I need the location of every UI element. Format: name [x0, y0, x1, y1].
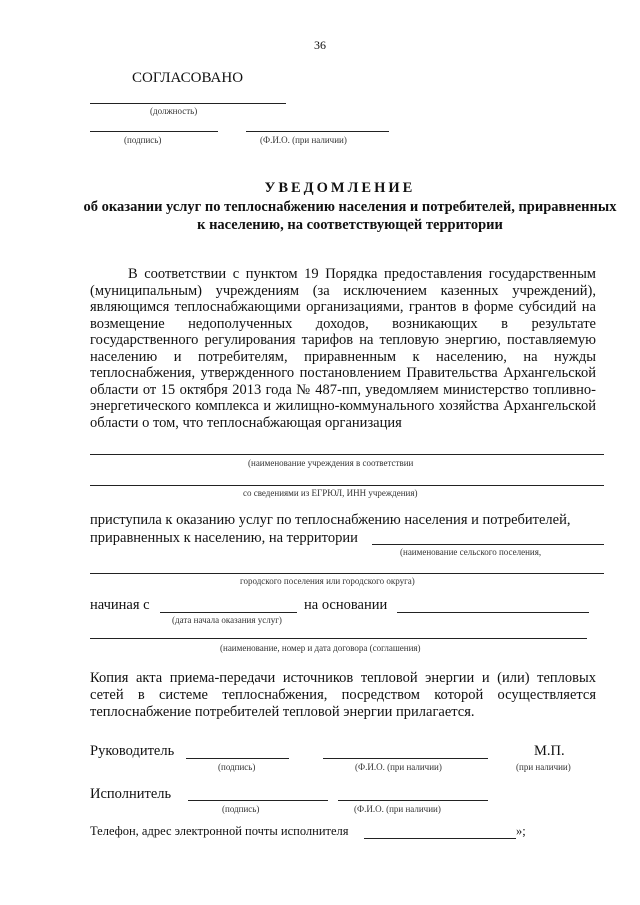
- approval-fio-caption: (Ф.И.О. (при наличии): [260, 135, 347, 145]
- position-caption: (должность): [150, 106, 198, 116]
- approval-heading: СОГЛАСОВАНО: [132, 70, 244, 86]
- approval-signature-line: [90, 131, 218, 132]
- start-date-line: [160, 612, 297, 613]
- start-date-caption: (дата начала оказания услуг): [172, 615, 282, 625]
- territory-line-2: [90, 573, 604, 574]
- territory-caption-2: городского поселения или городского округа): [240, 576, 415, 586]
- territory-line-1: [372, 544, 604, 545]
- executor-signature-caption: (подпись): [222, 804, 260, 814]
- page-number: 36: [314, 38, 326, 52]
- head-fio-line: [323, 758, 488, 759]
- main-paragraph: В соответствии с пунктом 19 Порядка предоставления государственным (муниципальным) учреждениям (за исключением казенных учреждений), являющимся теплоснабжающими организациями, грантов в форме субсидий на возмещение недополученных доходов, возникающих в результате государственного регулирования тарифов на тепловую энергию, поставляемую населению и потребителям, приравненным к населению, на нужды теплоснабжения, утвержденного постановлением Правительства Архангельской области от 15 октября 2013 года № 487-пп, уведомляем министерство топливно-энергетического комплекса и жилищно-коммунального хозяйства Архангельской области о том, что теплоснабжающая организация: [90, 266, 596, 431]
- org-caption-1: (наименование учреждения в соответствии: [248, 458, 414, 468]
- document-title: УВЕДОМЛЕНИЕ: [264, 180, 416, 196]
- org-caption-2: со сведениями из ЕГРЮЛ, ИНН учреждения): [243, 488, 418, 498]
- phone-tail: »;: [516, 824, 526, 838]
- territory-caption-1: (наименование сельского поселения,: [400, 547, 542, 557]
- head-fio-caption: (Ф.И.О. (при наличии): [355, 762, 442, 772]
- head-label: Руководитель: [90, 743, 175, 759]
- phone-email-line: [364, 838, 516, 839]
- approval-fio-line: [246, 131, 389, 132]
- executor-fio-line: [338, 800, 488, 801]
- basis-label: на основании: [304, 597, 388, 613]
- started-text-line1: приступила к оказанию услуг по теплоснабжению населения и потребителей,: [90, 512, 571, 528]
- basis-line: [397, 612, 589, 613]
- phone-label: Телефон, адрес электронной почты исполнителя: [90, 824, 349, 838]
- executor-fio-caption: (Ф.И.О. (при наличии): [354, 804, 441, 814]
- approval-signature-caption: (подпись): [124, 135, 162, 145]
- executor-signature-line: [188, 800, 328, 801]
- stamp-caption: (при наличии): [516, 762, 571, 772]
- position-line: [90, 103, 286, 104]
- executor-label: Исполнитель: [90, 786, 172, 802]
- org-name-line-2: [90, 485, 604, 486]
- head-signature-line: [186, 758, 289, 759]
- starting-label: начиная с: [90, 597, 150, 613]
- document-subtitle: об оказании услуг по теплоснабжению населения и потребителей, приравненных к населению, на соответствующей территории: [83, 199, 617, 233]
- started-text-line2: приравненных к населению, на территории: [90, 530, 358, 546]
- org-name-line-1: [90, 454, 604, 455]
- stamp-label: М.П.: [534, 743, 565, 759]
- attachment-paragraph: Копия акта приема-передачи источников тепловой энергии и (или) тепловых сетей в системе теплоснабжения, посредством которой осуществляется теплоснабжение потребителей тепловой энергии прилагается.: [90, 670, 596, 720]
- head-signature-caption: (подпись): [218, 762, 256, 772]
- contract-line: [90, 638, 587, 639]
- contract-caption: (наименование, номер и дата договора (соглашения): [220, 643, 421, 653]
